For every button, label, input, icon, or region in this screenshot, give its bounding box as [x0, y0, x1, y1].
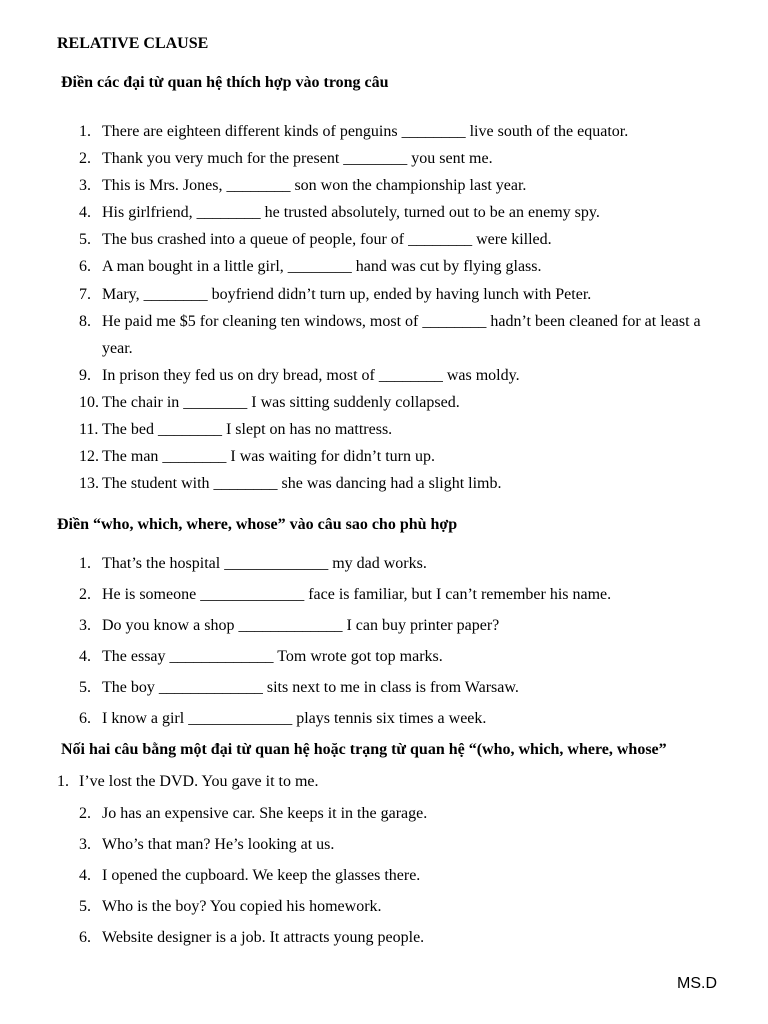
section-1-heading: Điền các đại từ quan hệ thích hợp vào trong câu — [61, 74, 389, 91]
item-text: I know a girl _____________ plays tennis six times a week. — [102, 710, 487, 727]
item-text: This is Mrs. Jones, ________ son won the championship last year. — [102, 177, 527, 195]
page-title: RELATIVE CLAUSE — [57, 35, 209, 52]
item-text: His girlfriend, ________ he trusted absolutely, turned out to be an enemy spy. — [102, 204, 600, 222]
item-number: 4. — [79, 867, 91, 884]
list-item — [79, 585, 729, 616]
list-item — [79, 118, 729, 145]
item-number: 2. — [79, 586, 91, 603]
section-3-list — [79, 804, 729, 959]
item-text: Website designer is a job. It attracts young people. — [102, 929, 425, 946]
item-number: 1. — [57, 773, 69, 790]
item-number: 9. — [79, 366, 91, 384]
list-item — [79, 389, 729, 416]
item-text: I opened the cupboard. We keep the glasses there. — [102, 867, 421, 884]
list-item — [79, 226, 729, 253]
item-number: 7. — [79, 285, 91, 303]
item-number: 13. — [79, 475, 99, 493]
item-text: Who’s that man? He’s looking at us. — [102, 836, 335, 853]
item-text: The chair in ________ I was sitting suddenly collapsed. — [102, 393, 460, 411]
list-item — [79, 647, 729, 678]
author-mark: MS.D — [677, 975, 717, 992]
item-text: That’s the hospital _____________ my dad works. — [102, 555, 427, 572]
item-number: 2. — [79, 150, 91, 168]
item-number: 5. — [79, 231, 91, 249]
list-item — [79, 362, 729, 389]
item-text: He paid me $5 for cleaning ten windows, most of ________ hadn’t been cleaned for at least a year. — [102, 312, 701, 357]
item-text: Jo has an expensive car. She keeps it in the garage. — [102, 805, 428, 822]
item-text: I’ve lost the DVD. You gave it to me. — [79, 773, 319, 790]
item-number: 6. — [79, 929, 91, 946]
item-text: The bed ________ I slept on has no mattress. — [102, 421, 393, 439]
item-number: 3. — [79, 836, 91, 853]
list-item — [79, 199, 729, 226]
item-number: 4. — [79, 204, 91, 222]
item-number: 3. — [79, 617, 91, 634]
item-number: 5. — [79, 898, 91, 915]
list-item — [79, 416, 729, 443]
list-item-first — [57, 772, 319, 792]
list-item — [79, 835, 729, 866]
item-text: Thank you very much for the present ________ you sent me. — [102, 150, 493, 168]
item-text: The man ________ I was waiting for didn’t turn up. — [102, 448, 435, 466]
section-1-list — [79, 118, 729, 497]
list-item — [79, 616, 729, 647]
list-item — [79, 308, 729, 362]
item-text: There are eighteen different kinds of penguins ________ live south of the equator. — [102, 123, 629, 140]
item-text: Mary, ________ boyfriend didn’t turn up, ended by having lunch with Peter. — [102, 285, 592, 303]
list-item — [79, 443, 729, 470]
item-text: The boy _____________ sits next to me in class is from Warsaw. — [102, 679, 519, 696]
list-item — [79, 172, 729, 199]
item-text: The student with ________ she was dancing had a slight limb. — [102, 475, 502, 493]
item-number: 6. — [79, 710, 91, 727]
item-number: 1. — [79, 123, 91, 140]
list-item — [79, 253, 729, 280]
item-number: 12. — [79, 448, 99, 466]
item-number: 6. — [79, 258, 91, 276]
item-number: 2. — [79, 805, 91, 822]
list-item — [79, 709, 729, 740]
item-number: 11. — [79, 421, 99, 439]
list-item — [79, 804, 729, 835]
item-text: Who is the boy? You copied his homework. — [102, 898, 382, 915]
list-item — [79, 897, 729, 928]
list-item — [79, 866, 729, 897]
list-item — [79, 145, 729, 172]
item-number: 1. — [79, 555, 91, 572]
section-2-heading: Điền “who, which, where, whose” vào câu sao cho phù hợp — [57, 516, 458, 533]
item-text: A man bought in a little girl, ________ hand was cut by flying glass. — [102, 258, 542, 276]
item-number: 3. — [79, 177, 91, 195]
list-item — [79, 928, 729, 959]
item-number: 10. — [79, 393, 99, 411]
list-item — [79, 470, 729, 497]
item-number: 5. — [79, 679, 91, 696]
item-text: The bus crashed into a queue of people, four of ________ were killed. — [102, 231, 552, 249]
item-number: 8. — [79, 312, 91, 330]
item-text: He is someone _____________ face is familiar, but I can’t remember his name. — [102, 586, 612, 603]
item-text: Do you know a shop _____________ I can buy printer paper? — [102, 617, 500, 634]
item-text: The essay _____________ Tom wrote got top marks. — [102, 648, 443, 665]
section-2-list — [79, 554, 729, 740]
list-item — [79, 281, 729, 308]
item-text: In prison they fed us on dry bread, most of ________ was moldy. — [102, 366, 520, 384]
list-item — [79, 554, 729, 585]
section-3-heading: Nối hai câu bằng một đại từ quan hệ hoặc trạng từ quan hệ “(who, which, where, whose” — [61, 741, 667, 758]
list-item — [79, 678, 729, 709]
item-number: 4. — [79, 648, 91, 665]
